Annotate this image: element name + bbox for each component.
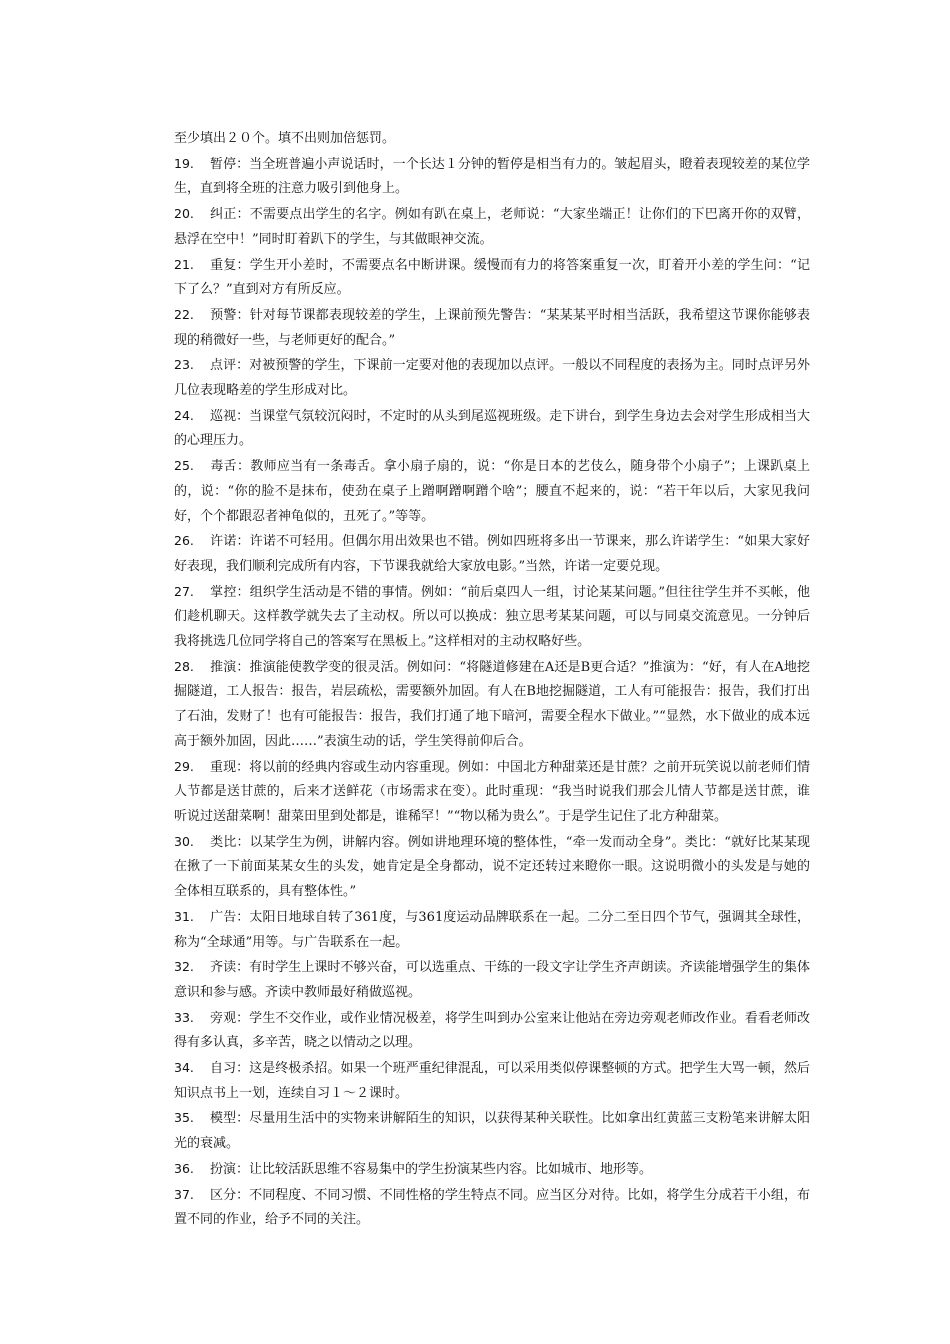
list-item	[174, 1106, 810, 1156]
item-text: 掌控：组织学生活动是不错的事情。例如：“前后桌四人一组，讨论某某问题。”但往往学生并不买帐，他们趁机聊天。这样教学就失去了主动权。所以可以换成：独立思考某某问题，可以与同桌交流意见。一分钟后我将挑选几位同学将自己的答案写在黑板上。”这样相对的主动权略好些。	[174, 584, 810, 650]
list-item	[174, 755, 810, 830]
list-item	[174, 404, 810, 454]
document-body	[174, 127, 810, 1233]
intro-paragraph	[174, 127, 810, 152]
item-text: 推演：推演能使教学变的很灵活。例如问：“将隧道修建在A还是B更合适？”推演为：“好，有人在A地挖掘隧道，工人报告：报告，岩层疏松，需要额外加固。有人在B地挖掘隧道，工人有可能报告：报告，我们打出了石油，发财了！也有可能报告：报告，我们打通了地下暗河，需要全程水下做业。”“显然，水下做业的成本远高于额外加固，因此……”表演生动的话，学生笑得前仰后合。	[174, 659, 810, 749]
list-item	[174, 1157, 810, 1183]
list-item	[174, 253, 810, 303]
list-item	[174, 454, 810, 529]
item-number: 27.	[174, 583, 194, 599]
item-text: 预警：针对每节课都表现较差的学生，上课前预先警告：“某某某平时相当活跃，我希望这节课你能够表现的稍微好一些，与老师更好的配合。”	[174, 307, 810, 348]
list-item	[174, 1006, 810, 1056]
item-number: 24.	[174, 407, 194, 423]
item-number: 20.	[174, 206, 194, 222]
item-number: 28.	[174, 658, 194, 674]
item-number: 35.	[174, 1110, 194, 1126]
list-item	[174, 152, 810, 202]
list-item	[174, 303, 810, 353]
item-text: 广告：太阳日地球自转了361度，与361度运动品牌联系在一起。二分二至日四个节气，强调其全球性，称为“全球通”用等。与广告联系在一起。	[174, 909, 810, 950]
item-text: 齐读：有时学生上课时不够兴奋，可以选重点、干练的一段文字让学生齐声朗读。齐读能增强学生的集体意识和参与感。齐读中教师最好稍做巡视。	[174, 960, 810, 1000]
item-text: 类比：以某学生为例，讲解内容。例如讲地理环境的整体性，“牵一发而动全身”。类比：“就好比某某现在揪了一下前面某某女生的头发，她肯定是全身都动，说不定还转过来瞪你一眼。这说明微小的头发是与她的全体相互联系的，具有整体性。”	[174, 834, 810, 900]
item-number: 22.	[174, 306, 194, 322]
item-text: 纠正：不需要点出学生的名字。例如有趴在桌上，老师说：“大家坐端正！让你们的下巴离开你的双臂，悬浮在空中！”同时盯着趴下的学生，与其做眼神交流。	[174, 207, 810, 247]
item-number: 34.	[174, 1060, 194, 1076]
item-text: 点评：对被预警的学生，下课前一定要对他的表现加以点评。一般以不同程度的表扬为主。同时点评另外几位表现略差的学生形成对比。	[174, 358, 810, 399]
item-text: 区分：不同程度、不同习惯、不同性格的学生特点不同。应当区分对待。比如，将学生分成若干小组，布置不同的作业，给予不同的关注。	[174, 1187, 810, 1228]
item-number: 23.	[174, 357, 194, 373]
item-number: 32.	[174, 959, 194, 975]
intro-text: 至少填出２０个。填不出则加倍惩罚。	[174, 131, 396, 146]
item-number: 36.	[174, 1160, 194, 1176]
item-text: 暂停：当全班普遍小声说话时，一个长达１分钟的暂停是相当有力的。皱起眉头，瞪着表现较差的某位学生，直到将全班的注意力吸引到他身上。	[174, 156, 810, 197]
item-number: 31.	[174, 908, 194, 924]
item-text: 扮演：让比较活跃思维不容易集中的学生扮演某些内容。比如城市、地形等。	[210, 1161, 653, 1177]
item-text: 巡视：当课堂气氛较沉闷时，不定时的从头到尾巡视班级。走下讲台，到学生身边去会对学生形成相当大的心理压力。	[174, 408, 810, 449]
list-item	[174, 1183, 810, 1233]
list-item	[174, 353, 810, 403]
item-number: 26.	[174, 533, 194, 549]
list-item	[174, 580, 810, 655]
item-number: 33.	[174, 1009, 194, 1025]
list-item	[174, 905, 810, 955]
item-number: 19.	[174, 155, 194, 171]
item-number: 21.	[174, 256, 194, 272]
list-item	[174, 202, 810, 252]
item-text: 重现：将以前的经典内容或生动内容重现。例如：中国北方种甜菜还是甘蔗？之前开玩笑说以前老师们情人节都是送甘蔗的，后来才送鲜花（市场需求在变）。此时重现：“我当时说我们那会儿情人节都是送甘蔗，谁听说过送甜菜啊！甜菜田里到处都是，谁稀罕！”“物以稀为贵么”。于是学生记住了北方种甜菜。	[174, 759, 810, 824]
list-item	[174, 655, 810, 755]
list-item	[174, 529, 810, 579]
item-number: 30.	[174, 833, 194, 849]
item-text: 旁观：学生不交作业，或作业情况极差，将学生叫到办公室来让他站在旁边旁观老师改作业。看看老师改得有多认真，多辛苦，晓之以情动之以理。	[174, 1010, 810, 1051]
list-item	[174, 830, 810, 905]
list-item	[174, 955, 810, 1005]
item-text: 模型：尽量用生活中的实物来讲解陌生的知识，以获得某种关联性。比如拿出红黄蓝三支粉笔来讲解太阳光的衰减。	[174, 1111, 810, 1152]
item-number: 37.	[174, 1186, 194, 1202]
item-text: 许诺：许诺不可轻用。但偶尔用出效果也不错。例如四班将多出一节课来，那么许诺学生：“如果大家好好表现，我们顺利完成所有内容，下节课我就给大家放电影。”当然，许诺一定要兑现。	[174, 534, 810, 574]
item-text: 重复：学生开小差时，不需要点名中断讲课。缓慢而有力的将答案重复一次，盯着开小差的学生问：“记下了么？”直到对方有所反应。	[174, 257, 810, 298]
item-text: 自习：这是终极杀招。如果一个班严重纪律混乱，可以采用类似停课整顿的方式。把学生大骂一顿，然后知识点书上一划，连续自习１～２课时。	[174, 1061, 810, 1101]
item-number: 25.	[174, 458, 194, 474]
item-number: 29.	[174, 758, 194, 774]
list-item	[174, 1056, 810, 1106]
item-text: 毒舌：教师应当有一条毒舌。拿小扇子扇的，说：“你是日本的艺伎么，随身带个小扇子”；上课趴桌上的，说：“你的脸不是抹布，使劲在桌子上蹭啊蹭啊蹭个啥”；腰直不起来的，说：“若干年以后，大家见我问好，个个都跟忍者神龟似的，丑死了。”等等。	[174, 459, 810, 524]
